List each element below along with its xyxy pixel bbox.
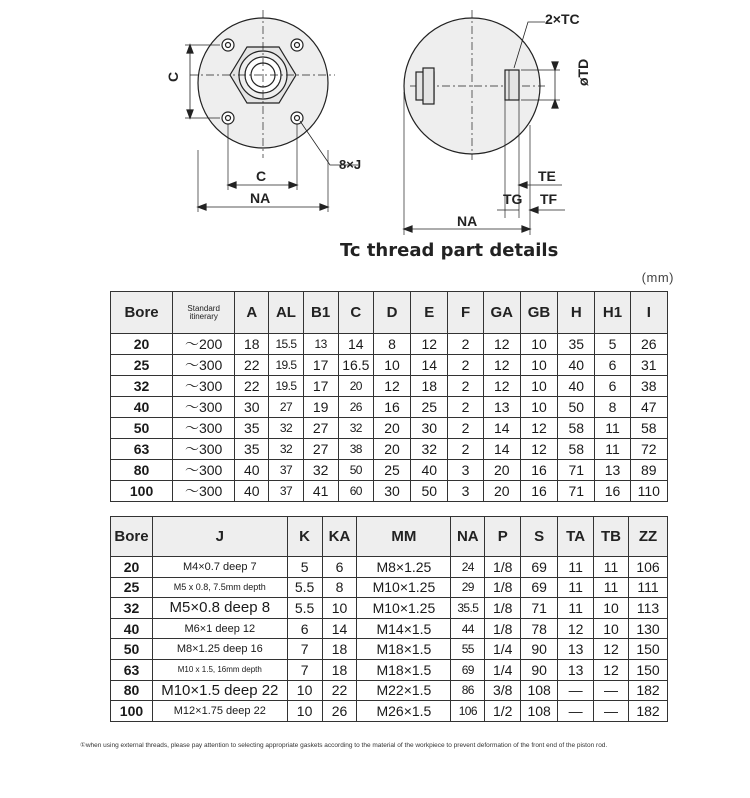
table-cell: 71: [521, 598, 558, 619]
bore-cell: 100: [111, 701, 153, 722]
table-cell: 69: [521, 557, 558, 578]
table-cell: 10: [520, 355, 557, 376]
table-cell: 7: [287, 639, 322, 660]
table-cell: 113: [628, 598, 667, 619]
table-cell: 24: [451, 557, 485, 578]
table-cell: 16: [595, 481, 630, 502]
table-cell: 106: [628, 557, 667, 578]
table-cell: ～300: [173, 460, 235, 481]
table1-header-h: H: [558, 292, 595, 334]
table-cell: 12: [411, 334, 448, 355]
table-cell: 130: [628, 618, 667, 639]
table-cell: 13: [303, 334, 338, 355]
table-cell: 19.5: [269, 355, 303, 376]
table-cell: 71: [558, 481, 595, 502]
table-cell: 12: [520, 418, 557, 439]
table-row: [111, 481, 668, 502]
table-cell: 1/8: [485, 618, 521, 639]
table-cell: 35: [235, 418, 269, 439]
bore-cell: 80: [111, 460, 173, 481]
table-cell: 12: [373, 376, 410, 397]
table-cell: 55: [451, 639, 485, 660]
table-cell: 22: [235, 355, 269, 376]
table-cell: —: [558, 701, 594, 722]
table-cell: 26: [322, 701, 357, 722]
table-cell: 10: [373, 355, 410, 376]
table-cell: 90: [521, 639, 558, 660]
table-cell: 18: [322, 659, 357, 680]
table-cell: 6: [322, 557, 357, 578]
unit-label: (mm): [641, 270, 674, 285]
table-cell: 30: [373, 481, 410, 502]
table-cell: 6: [595, 376, 630, 397]
table-cell: 12: [483, 355, 520, 376]
table-cell: 18: [322, 639, 357, 660]
bore-cell: 50: [111, 639, 153, 660]
table-cell: 1/8: [485, 557, 521, 578]
table-cell: 27: [303, 418, 338, 439]
table-cell: 13: [595, 460, 630, 481]
table-cell: 2: [448, 376, 483, 397]
table2-header-na: NA: [451, 517, 485, 557]
label-c-vertical: C: [165, 71, 181, 82]
table-cell: 8: [322, 577, 357, 598]
table-row: [111, 460, 668, 481]
table-cell: 5.5: [287, 598, 322, 619]
table-cell: M4×0.7 deep 7: [152, 557, 287, 578]
table-cell: 12: [594, 659, 629, 680]
table1-header-gb: GB: [520, 292, 557, 334]
table-cell: 22: [322, 680, 357, 701]
table-cell: 5: [287, 557, 322, 578]
table-cell: M14×1.5: [357, 618, 451, 639]
table-cell: 11: [594, 557, 629, 578]
table-cell: 35.5: [451, 598, 485, 619]
table-cell: 13: [483, 397, 520, 418]
footnote: ①when using external threads, please pay attention to selecting appropriate gaskets according to the material of the workpiece to prevent deformation of the front end of the piston rod.: [80, 742, 608, 749]
table-cell: 2: [448, 334, 483, 355]
table-cell: 10: [520, 376, 557, 397]
table-cell: 6: [595, 355, 630, 376]
table-cell: 27: [269, 397, 303, 418]
table-cell: 150: [628, 639, 667, 660]
table-cell: 108: [521, 701, 558, 722]
bore-cell: 20: [111, 557, 153, 578]
table1-header-b1: B1: [303, 292, 338, 334]
label-tg: TG: [503, 191, 523, 207]
table-cell: 182: [628, 680, 667, 701]
table-cell: M8×1.25 deep 16: [152, 639, 287, 660]
table2-header-ta: TA: [558, 517, 594, 557]
table-row: [111, 598, 668, 619]
table-cell: 2: [448, 397, 483, 418]
table-cell: ～300: [173, 439, 235, 460]
table-cell: 37: [269, 460, 303, 481]
table-cell: 2: [448, 439, 483, 460]
table1-header-row: [111, 292, 668, 334]
table-cell: 150: [628, 659, 667, 680]
table1-header-ga: GA: [483, 292, 520, 334]
bore-cell: 32: [111, 598, 153, 619]
table-cell: 12: [483, 376, 520, 397]
table-cell: ～300: [173, 418, 235, 439]
table-cell: 32: [411, 439, 448, 460]
table2-header-ka: KA: [322, 517, 357, 557]
table-cell: ～300: [173, 397, 235, 418]
table-row: [111, 577, 668, 598]
table-cell: 29: [451, 577, 485, 598]
table-cell: M10×1.5 deep 22: [152, 680, 287, 701]
table-cell: 3: [448, 481, 483, 502]
table-cell: 32: [338, 418, 373, 439]
table-row: [111, 376, 668, 397]
table-cell: 25: [373, 460, 410, 481]
table2-header-tb: TB: [594, 517, 629, 557]
table-cell: 17: [303, 355, 338, 376]
table-row: [111, 355, 668, 376]
table-cell: 38: [338, 439, 373, 460]
table-cell: M5 x 0.8, 7.5mm depth: [152, 577, 287, 598]
table-cell: 20: [338, 376, 373, 397]
table-cell: M10×1.25: [357, 577, 451, 598]
table-row: [111, 680, 668, 701]
table-cell: 12: [483, 334, 520, 355]
table-cell: 5: [595, 334, 630, 355]
table-cell: 106: [451, 701, 485, 722]
table-cell: 13: [558, 659, 594, 680]
table-cell: 40: [235, 460, 269, 481]
table-cell: 18: [411, 376, 448, 397]
table-cell: 108: [521, 680, 558, 701]
bore-cell: 40: [111, 618, 153, 639]
table-cell: 14: [483, 439, 520, 460]
table-cell: 38: [630, 376, 667, 397]
table-cell: 31: [630, 355, 667, 376]
table2-header-bore: Bore: [111, 517, 153, 557]
table-cell: 1/4: [485, 639, 521, 660]
table-cell: 26: [338, 397, 373, 418]
drawing-caption: Tc thread part details: [340, 240, 559, 261]
table-cell: 12: [558, 618, 594, 639]
table-cell: 90: [521, 659, 558, 680]
table-cell: M12×1.75 deep 22: [152, 701, 287, 722]
table1-header-e: E: [411, 292, 448, 334]
table-cell: M26×1.5: [357, 701, 451, 722]
table-cell: 16: [373, 397, 410, 418]
table2-header-row: [111, 517, 668, 557]
table-cell: M18×1.5: [357, 659, 451, 680]
table-cell: 19.5: [269, 376, 303, 397]
table-cell: 14: [411, 355, 448, 376]
table-cell: 10: [594, 618, 629, 639]
table1-header-f: F: [448, 292, 483, 334]
label-td: øTD: [575, 58, 591, 86]
table-cell: 78: [521, 618, 558, 639]
table-cell: 72: [630, 439, 667, 460]
table-cell: 13: [558, 639, 594, 660]
table-cell: 58: [558, 439, 595, 460]
bore-cell: 80: [111, 680, 153, 701]
table2-header-s: S: [521, 517, 558, 557]
table-cell: 6: [287, 618, 322, 639]
table-cell: 69: [521, 577, 558, 598]
dimension-table-1: [110, 291, 668, 502]
table-cell: 3: [448, 460, 483, 481]
table-cell: 3/8: [485, 680, 521, 701]
table-cell: M5×0.8 deep 8: [152, 598, 287, 619]
table-cell: 11: [595, 418, 630, 439]
table-cell: 19: [303, 397, 338, 418]
table-cell: 44: [451, 618, 485, 639]
table-cell: 40: [235, 481, 269, 502]
label-2tc: 2×TC: [545, 11, 580, 27]
table-cell: 10: [287, 701, 322, 722]
table-cell: 1/8: [485, 598, 521, 619]
table1-header-h1: H1: [595, 292, 630, 334]
table-cell: 12: [520, 439, 557, 460]
table-cell: ～300: [173, 481, 235, 502]
table-cell: 50: [558, 397, 595, 418]
table-cell: 111: [628, 577, 667, 598]
table-cell: 10: [520, 397, 557, 418]
table-cell: 11: [558, 577, 594, 598]
table2-header-zz: ZZ: [628, 517, 667, 557]
table-cell: M10 x 1.5, 16mm depth: [152, 659, 287, 680]
label-8j: 8×J: [339, 157, 362, 172]
table-row: [111, 439, 668, 460]
table-cell: 12: [594, 639, 629, 660]
table-row: [111, 659, 668, 680]
table-row: [111, 397, 668, 418]
table-cell: 2: [448, 418, 483, 439]
table-cell: 32: [269, 418, 303, 439]
table-cell: 58: [558, 418, 595, 439]
bore-cell: 50: [111, 418, 173, 439]
table1-header-stroke: Standard itinerary: [173, 292, 235, 334]
table1-header-al: AL: [269, 292, 303, 334]
table-cell: 110: [630, 481, 667, 502]
bore-cell: 32: [111, 376, 173, 397]
table-cell: ～300: [173, 355, 235, 376]
table-cell: 89: [630, 460, 667, 481]
table-cell: 18: [235, 334, 269, 355]
table-cell: M18×1.5: [357, 639, 451, 660]
table-cell: 182: [628, 701, 667, 722]
table-cell: 5.5: [287, 577, 322, 598]
table-cell: 41: [303, 481, 338, 502]
table-cell: 11: [595, 439, 630, 460]
label-na-left: NA: [250, 190, 271, 206]
table-row: [111, 418, 668, 439]
tc-thread: [505, 70, 519, 100]
table-cell: 16: [520, 481, 557, 502]
table-cell: 47: [630, 397, 667, 418]
bore-cell: 25: [111, 355, 173, 376]
table2-header-mm: MM: [357, 517, 451, 557]
table-cell: 30: [235, 397, 269, 418]
table-cell: 8: [595, 397, 630, 418]
table-cell: 20: [373, 439, 410, 460]
table-cell: 2: [448, 355, 483, 376]
table-cell: M10×1.25: [357, 598, 451, 619]
table1-header-d: D: [373, 292, 410, 334]
table-cell: 14: [338, 334, 373, 355]
bore-cell: 40: [111, 397, 173, 418]
table2-header-j: J: [152, 517, 287, 557]
table-cell: 11: [594, 577, 629, 598]
table-cell: 26: [630, 334, 667, 355]
table1-header-i: I: [630, 292, 667, 334]
table-cell: 40: [558, 376, 595, 397]
table-cell: 20: [373, 418, 410, 439]
bore-cell: 20: [111, 334, 173, 355]
label-te: TE: [538, 168, 556, 184]
table-cell: 11: [558, 557, 594, 578]
table-cell: 86: [451, 680, 485, 701]
table-cell: 60: [338, 481, 373, 502]
table2-header-p: P: [485, 517, 521, 557]
bore-cell: 25: [111, 577, 153, 598]
table-cell: 35: [235, 439, 269, 460]
label-na-right: NA: [457, 213, 478, 229]
bore-cell: 63: [111, 439, 173, 460]
table2-header-k: K: [287, 517, 322, 557]
table1-header-a: A: [235, 292, 269, 334]
table-cell: 15.5: [269, 334, 303, 355]
table1-header-c: C: [338, 292, 373, 334]
table-cell: M6×1 deep 12: [152, 618, 287, 639]
table-cell: 10: [594, 598, 629, 619]
table-cell: 22: [235, 376, 269, 397]
table-cell: 1/2: [485, 701, 521, 722]
table-cell: 25: [411, 397, 448, 418]
table-row: [111, 639, 668, 660]
table-cell: 10: [287, 680, 322, 701]
table-cell: 16: [520, 460, 557, 481]
table-cell: 32: [269, 439, 303, 460]
table-cell: 11: [558, 598, 594, 619]
table-cell: 7: [287, 659, 322, 680]
table-cell: M8×1.25: [357, 557, 451, 578]
table-cell: 14: [322, 618, 357, 639]
table-row: [111, 557, 668, 578]
table-cell: 58: [630, 418, 667, 439]
dimension-table-2: [110, 516, 668, 722]
table-cell: —: [558, 680, 594, 701]
table-row: [111, 618, 668, 639]
table-cell: 35: [558, 334, 595, 355]
technical-drawing: [0, 0, 750, 270]
table-cell: 1/8: [485, 577, 521, 598]
table-row: [111, 334, 668, 355]
table2-body: [111, 557, 668, 722]
table-cell: 40: [558, 355, 595, 376]
table-cell: 20: [483, 460, 520, 481]
label-c-horizontal: C: [256, 168, 267, 184]
table-cell: 50: [338, 460, 373, 481]
table-cell: —: [594, 680, 629, 701]
table-cell: 20: [483, 481, 520, 502]
table-cell: 8: [373, 334, 410, 355]
table1-body: [111, 334, 668, 502]
table-cell: 10: [520, 334, 557, 355]
table-cell: 40: [411, 460, 448, 481]
table-cell: 32: [303, 460, 338, 481]
bore-cell: 63: [111, 659, 153, 680]
table-cell: —: [594, 701, 629, 722]
bore-cell: 100: [111, 481, 173, 502]
table-cell: 14: [483, 418, 520, 439]
table-cell: 27: [303, 439, 338, 460]
table-cell: 50: [411, 481, 448, 502]
table-cell: 69: [451, 659, 485, 680]
table-cell: 16.5: [338, 355, 373, 376]
table-cell: 10: [322, 598, 357, 619]
table-cell: 30: [411, 418, 448, 439]
table-cell: 17: [303, 376, 338, 397]
table-cell: ～200: [173, 334, 235, 355]
front-view: [185, 10, 358, 212]
table-cell: 71: [558, 460, 595, 481]
label-tf: TF: [540, 191, 558, 207]
table-cell: 37: [269, 481, 303, 502]
table-cell: 1/4: [485, 659, 521, 680]
table-row: [111, 701, 668, 722]
table-cell: ～300: [173, 376, 235, 397]
table1-header-bore: Bore: [111, 292, 173, 334]
table-cell: M22×1.5: [357, 680, 451, 701]
